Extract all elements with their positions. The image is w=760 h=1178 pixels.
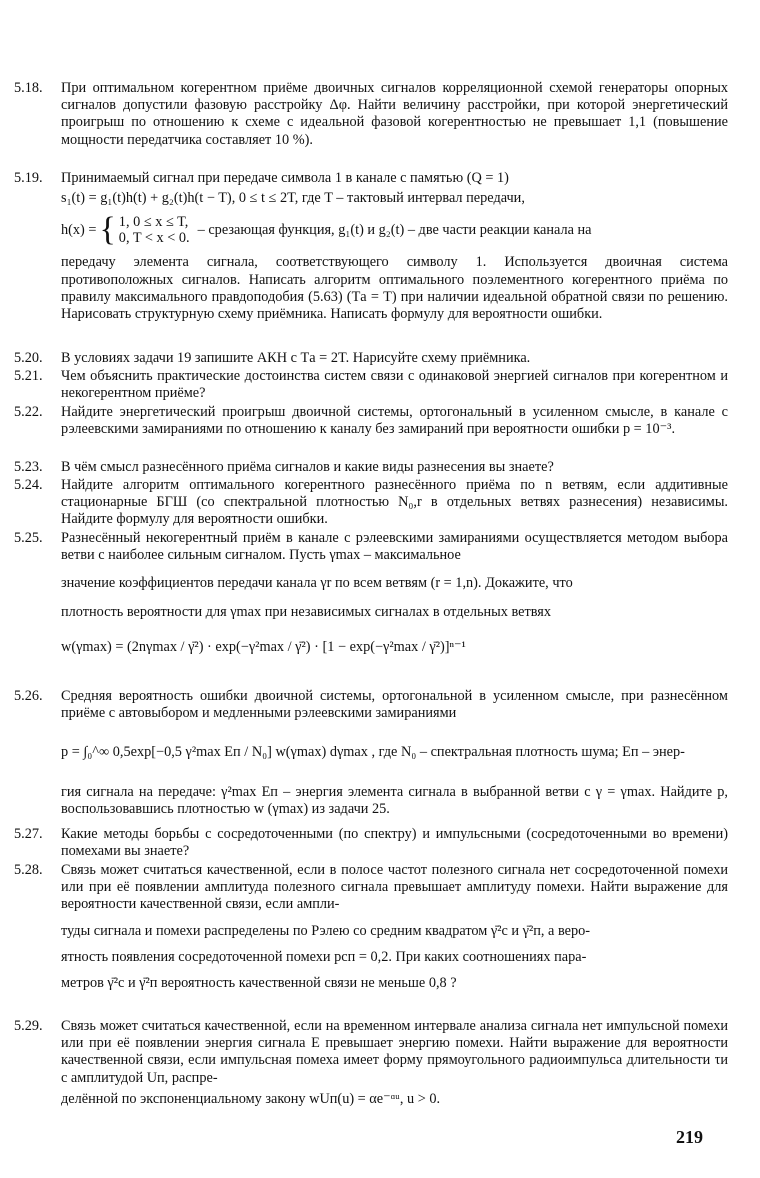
problem-number: 5.20. bbox=[14, 350, 43, 366]
formula-h bbox=[61, 213, 728, 247]
formula-p-integral bbox=[61, 744, 728, 761]
problem-number: 5.21. bbox=[14, 368, 43, 384]
problem-5-18 bbox=[14, 80, 728, 149]
problem-text: В условиях задачи 19 запишите АКН с Tа = 2T. Нарисуйте схему приёмника. bbox=[61, 350, 531, 366]
problem-5-19 bbox=[14, 170, 728, 323]
problem-text: плотность вероятности для γmax при независимых сигналах в отдельных ветвях bbox=[61, 603, 552, 620]
problem-text: Найдите алгоритм оптимального когерентного разнесённого приёма по n ветвям, если аддитивные стационарные БГШ (со спектральной плотностью N₀,r в отдельных ветвях разнесения) независимы. Найдите формулу для вероятности ошибки. bbox=[61, 477, 728, 528]
problem-5-25 bbox=[14, 530, 728, 656]
formula-h-lhs: h(x) = bbox=[61, 221, 97, 238]
problem-text: Какие методы борьбы с сосредоточенными (по спектру) и импульсными (сосредоточенными во времени) помехами вы знаете? bbox=[61, 826, 728, 860]
problem-5-20 bbox=[14, 350, 728, 367]
problem-text: При оптимальном когерентном приёме двоичных сигналов корреляционной схемой генераторы опорных сигналов допустили фазовую расстройку Δφ. Найти величину расстройки, при которой энергетический проигрыш по отношению к схеме с идеальной фазовой когерентностью не превышает 1,1 (повышение мощности передатчика составляет 10 %). bbox=[61, 80, 728, 148]
problem-5-27 bbox=[14, 826, 728, 860]
problem-number: 5.29. bbox=[14, 1018, 43, 1034]
problem-number: 5.26. bbox=[14, 688, 43, 704]
problem-text: Средняя вероятность ошибки двоичной системы, ортогональной в усиленном смысле, при разнесённом приёме с автовыбором и медленными рэлеевскими замираниями bbox=[61, 688, 728, 722]
formula-h-tail: – срезающая функция, g₁(t) и g₂(t) – две части реакции канала на bbox=[197, 221, 592, 238]
problem-number: 5.24. bbox=[14, 477, 43, 493]
problem-5-23 bbox=[14, 459, 728, 476]
formula-s1: s₁(t) = g₁(t)h(t) + g₂(t)h(t − T), 0 ≤ t ≤ 2T, где T – тактовый интервал передачи, bbox=[61, 190, 525, 207]
formula-w-gamma-max: w(γmax) = (2nγmax / γ̄²) · exp(−γ²max / γ̄²) · [1 − exp(−γ²max / γ̄²)]ⁿ⁻¹ bbox=[61, 638, 466, 655]
problem-text: Разнесённый некогерентный приём в канале с рэлеевскими замираниями осуществляется методом выбора ветви с наиболее сильным сигналом. Пусть γmax – максимальное bbox=[61, 530, 728, 564]
brace-icon: { bbox=[99, 211, 116, 249]
problem-text: Принимаемый сигнал при передаче символа 1 в канале с памятью (Q = 1) bbox=[61, 170, 509, 186]
problem-number: 5.28. bbox=[14, 862, 43, 878]
page-number: 219 bbox=[676, 1127, 703, 1147]
problem-text: Связь может считаться качественной, если в полосе частот полезного сигнала нет сосредоточенной помехи или при её появлении амплитуда полезного сигнала превышает амплитуду помехи. Найти выражение для вероятности качественной связи, если ампли- bbox=[61, 862, 728, 913]
problem-text: ятность появления сосредоточенной помехи pсп = 0,2. При каких соотношениях пара- bbox=[61, 948, 587, 965]
problem-text: передачу элемента сигнала, соответствующего символу 1. Используется двоичная система противоположных сигналов. Написать алгоритм оптимального поэлементного когерентного приёма по правилу максимального правдоподобия (5.63) (Tа = T) при наличии идеальной обратной связи по решению. Нарисовать структурную схему приёмника. Написать формулу для вероятности ошибки. bbox=[61, 254, 728, 323]
problem-number: 5.27. bbox=[14, 826, 43, 842]
formula-case: 0, T < x < 0. bbox=[118, 230, 190, 247]
problem-number: 5.18. bbox=[14, 80, 43, 96]
problem-text: Чем объяснить практические достоинства систем связи с одинаковой энергией сигналов при когерентном и некогерентном приёме? bbox=[61, 368, 728, 402]
problem-number: 5.19. bbox=[14, 170, 43, 186]
problem-number: 5.23. bbox=[14, 459, 43, 475]
problem-5-26 bbox=[14, 688, 728, 818]
problem-number: 5.22. bbox=[14, 404, 43, 420]
problem-text: метров γ̄²c и γ̄²п вероятность качественной связи не меньше 0,8 ? bbox=[61, 975, 457, 992]
problem-text: гия сигнала на передаче: γ²max Eп – энергия элемента сигнала в выбранной ветви с γ = γmax. Найдите p, воспользовавшись плотностью w (γmax) из задачи 25. bbox=[61, 783, 728, 817]
problem-5-24 bbox=[14, 477, 728, 529]
problem-number: 5.25. bbox=[14, 530, 43, 546]
problem-5-22 bbox=[14, 404, 728, 438]
problem-text: значение коэффициентов передачи канала γr по всем ветвям (r = 1,n). Докажите, что bbox=[61, 575, 573, 592]
problem-text: В чём смысл разнесённого приёма сигналов и какие виды разнесения вы знаете? bbox=[61, 459, 554, 475]
problem-5-21 bbox=[14, 368, 728, 402]
formula-p-tail: , где N₀ – спектральная плотность шума; Eп – энер- bbox=[371, 744, 685, 761]
problem-5-28 bbox=[14, 862, 728, 992]
formula-case: 1, 0 ≤ x ≤ T, bbox=[118, 214, 189, 231]
problem-text: Связь может считаться качественной, если на временном интервале анализа сигнала нет импульсной помехи или при её появлении энергия сигнала E превышает энергию помехи. Найти выражение для вероятности качественной связи, если импульсная помеха имеет форму прямоугольного радиоимпульса длительности τи с амплитудой Uп, распре- bbox=[61, 1018, 728, 1086]
problem-text: делённой по экспоненциальному закону wUп(u) = αe⁻ᵅᵘ, u > 0. bbox=[61, 1090, 441, 1107]
formula-p: p = ∫₀^∞ 0,5exp[−0,5 γ²max Eп / N₀] w(γmax) dγmax bbox=[61, 744, 368, 761]
problem-text: туды сигнала и помехи распределены по Рэлею со средним квадратом γ̄²c и γ̄²п, а веро- bbox=[61, 922, 591, 939]
problem-5-29 bbox=[14, 1018, 728, 1108]
formula-h-cases bbox=[119, 214, 190, 246]
problem-text: Найдите энергетический проигрыш двоичной системы, ортогональный в усиленном смысле, в канале с рэлеевскими замираниями по отношению к каналу без замираний при вероятности ошибки p = 10⁻³. bbox=[61, 404, 728, 438]
